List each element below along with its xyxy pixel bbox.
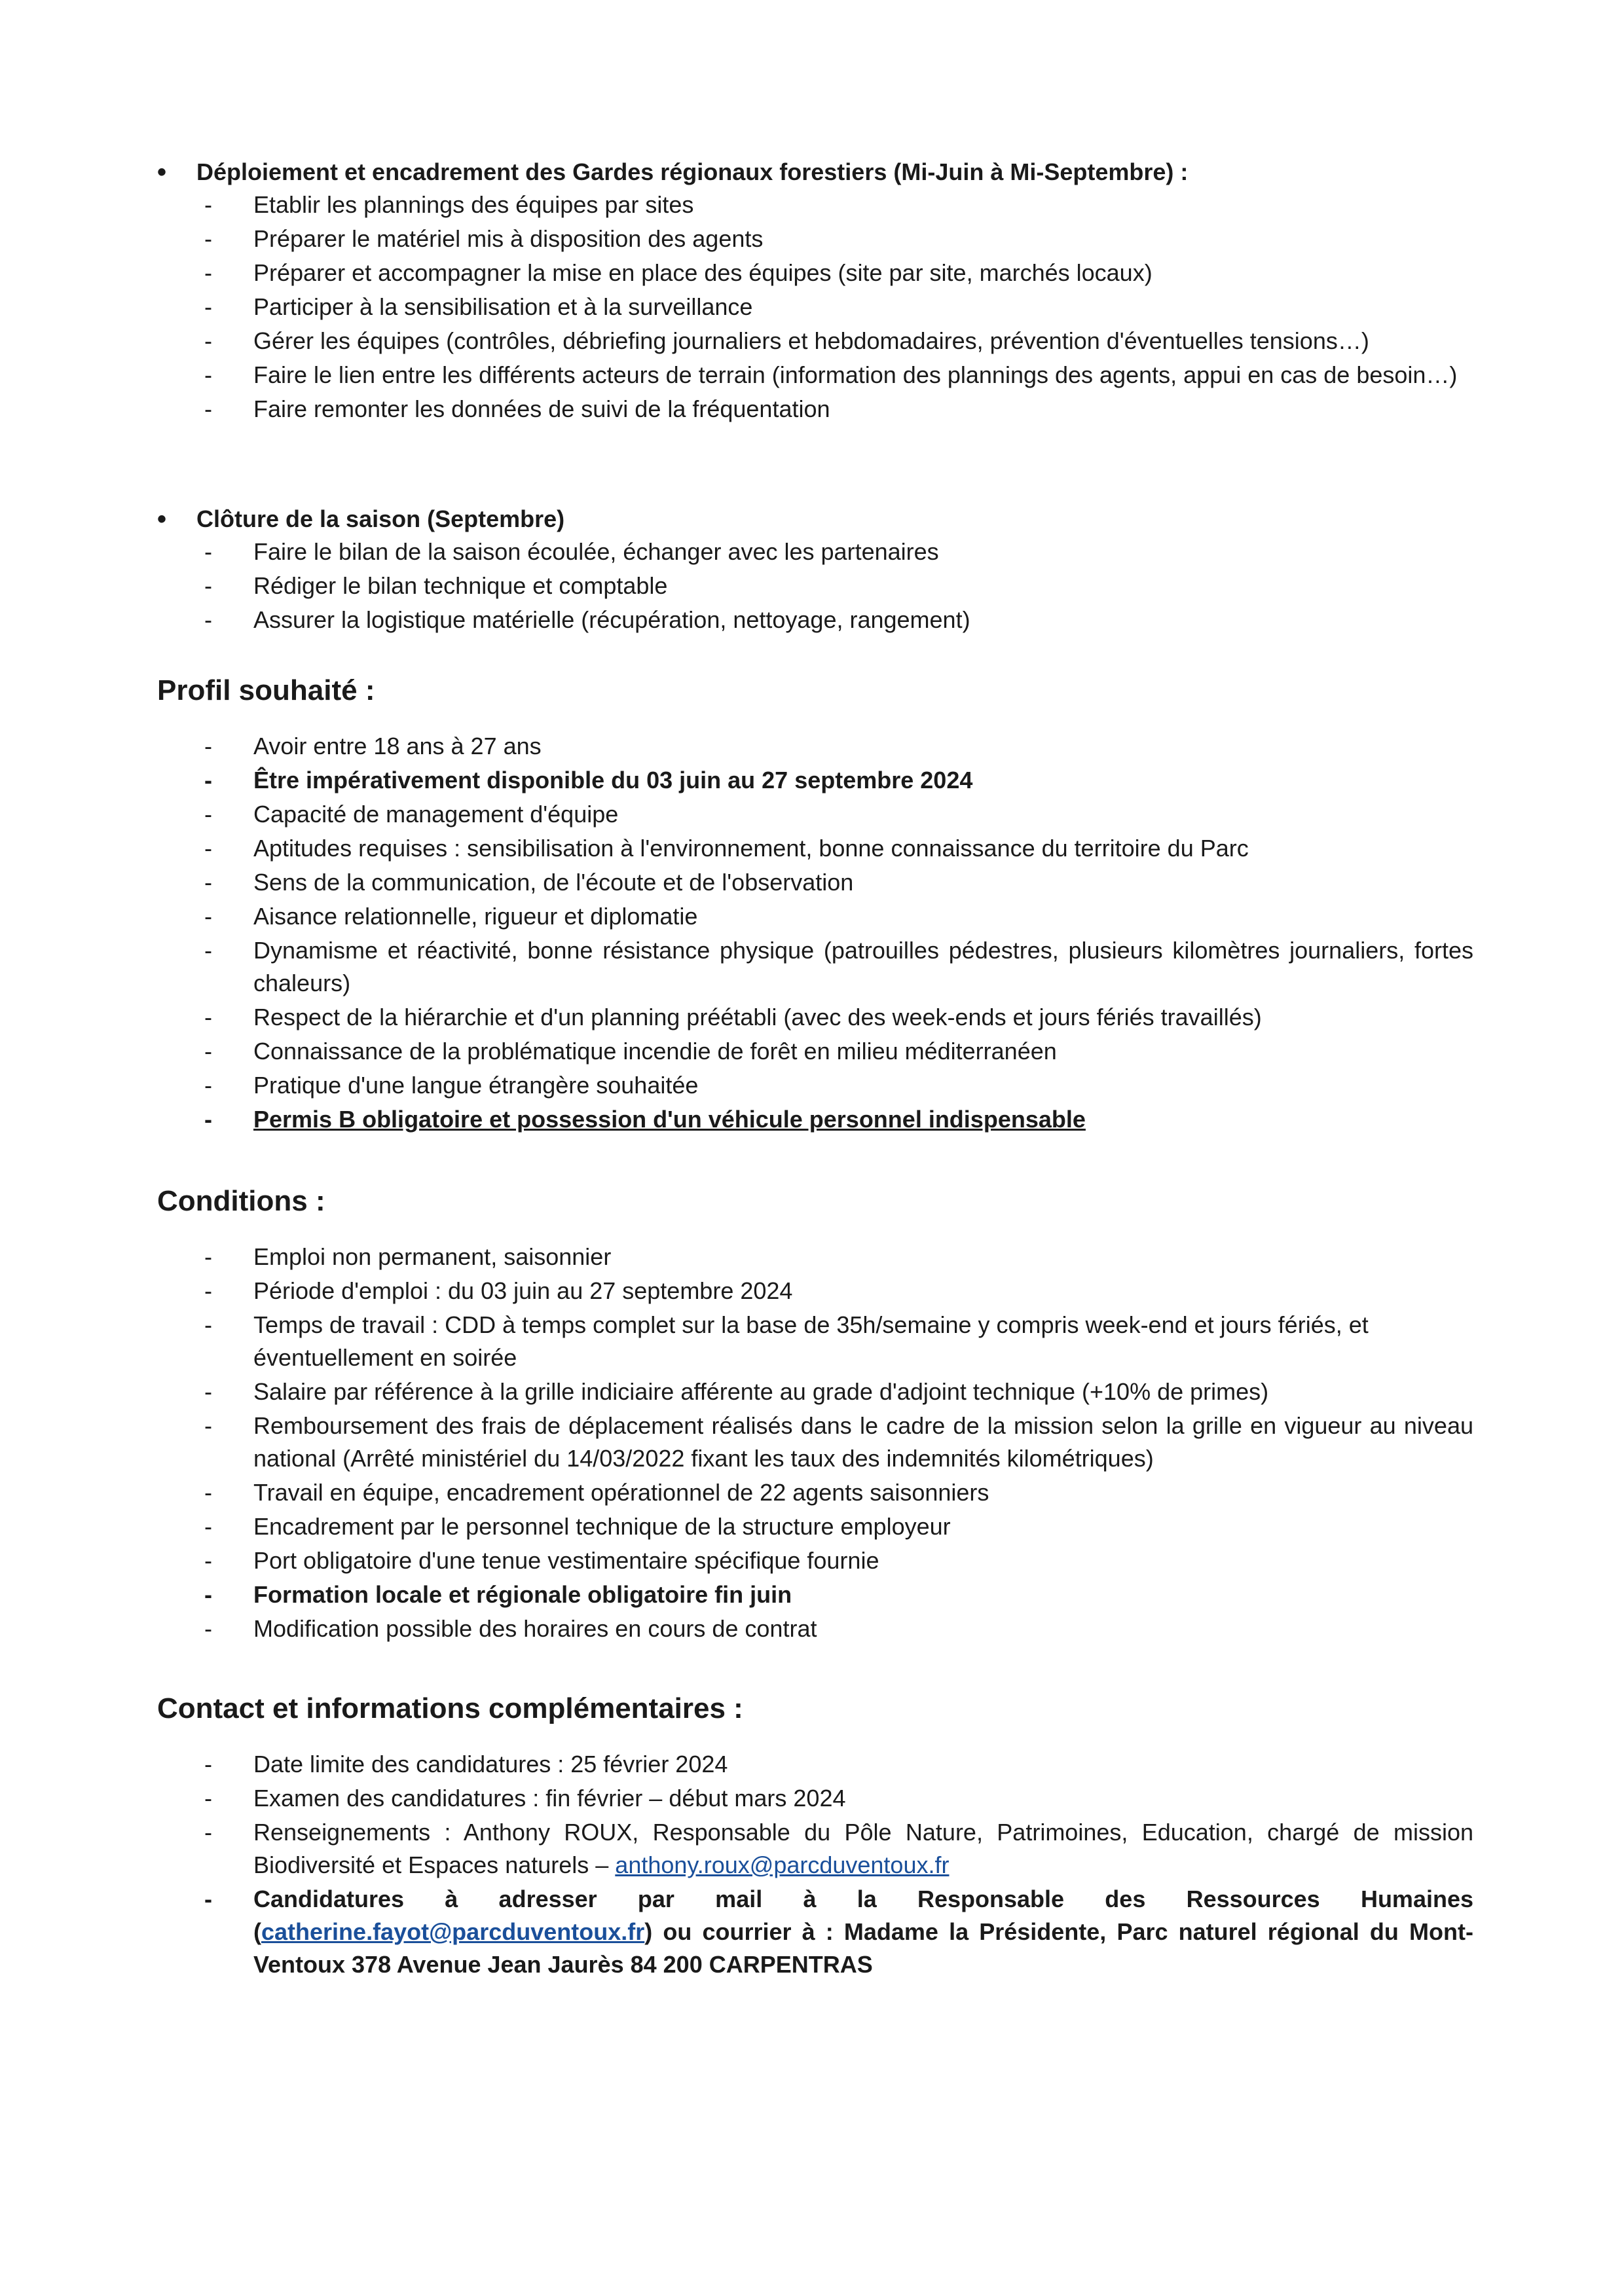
list-item: - Gérer les équipes (contrôles, débriefing journaliers et hebdomadaires, prévention d'éventuelles tensions…) <box>204 325 1473 357</box>
list-item-candidatures <box>204 1883 1473 1981</box>
list-item: - Aisance relationnelle, rigueur et diplomatie <box>204 900 1473 933</box>
list-item: - Faire le lien entre les différents acteurs de terrain (information des plannings des agents, appui en cas de besoin…) <box>204 359 1473 392</box>
list-item: - Période d'emploi : du 03 juin au 27 septembre 2024 <box>204 1275 1473 1307</box>
list-item-renseignements <box>204 1816 1473 1882</box>
list-item: - Pratique d'une langue étrangère souhaitée <box>204 1069 1473 1102</box>
list-item: - Faire remonter les données de suivi de la fréquentation <box>204 393 1473 426</box>
candidatures-text-post: ) ou courrier à : Madame la Présidente, Parc naturel régional du Mont-Ventoux 378 Avenue Jean Jaurès 84 200 CARPENTRAS <box>253 1918 1473 1978</box>
section-contact <box>157 1689 1473 1982</box>
list-item: - Salaire par référence à la grille indiciaire afférente au grade d'adjoint technique (+10% de primes) <box>204 1376 1473 1408</box>
section-conditions <box>157 1182 1473 1647</box>
list-item: - Modification possible des horaires en cours de contrat <box>204 1613 1473 1645</box>
section-cloture <box>157 503 1473 638</box>
contact-list <box>204 1748 1473 1981</box>
list-item: - Rédiger le bilan technique et comptable <box>204 570 1473 602</box>
list-item: - Formation locale et régionale obligatoire fin juin <box>204 1578 1473 1611</box>
section-conditions-heading: Conditions : <box>157 1185 325 1217</box>
renseignements-email-link[interactable]: anthony.roux@parcduventoux.fr <box>615 1851 950 1878</box>
list-item: - Permis B obligatoire et possession d'un véhicule personnel indispensable <box>204 1103 1473 1136</box>
section-contact-heading: Contact et informations complémentaires : <box>157 1692 743 1724</box>
list-item: - Assurer la logistique matérielle (récupération, nettoyage, rangement) <box>204 604 1473 636</box>
candidatures-text-pre: Candidatures à adresser par mail à la Responsable des Ressources Humaines ( <box>253 1886 1473 1945</box>
deploiement-list <box>204 189 1473 426</box>
list-item: - Temps de travail : CDD à temps complet sur la base de 35h/semaine y compris week-end et jours fériés, et éventuellement en soirée <box>204 1309 1473 1374</box>
conditions-list <box>204 1241 1473 1645</box>
list-item: - Date limite des candidatures : 25 février 2024 <box>204 1748 1473 1781</box>
list-item: - Remboursement des frais de déplacement réalisés dans le cadre de la mission selon la grille en vigueur au niveau national (Arrêté ministériel du 14/03/2022 fixant les taux des indemnités kilométriques) <box>204 1410 1473 1475</box>
list-item: - Emploi non permanent, saisonnier <box>204 1241 1473 1273</box>
list-item: - Faire le bilan de la saison écoulée, échanger avec les partenaires <box>204 536 1473 568</box>
renseignements-text: Renseignements : Anthony ROUX, Responsable du Pôle Nature, Patrimoines, Education, chargé de mission Biodiversité et Espaces naturels – <box>253 1819 1473 1878</box>
list-item: - Travail en équipe, encadrement opérationnel de 22 agents saisonniers <box>204 1476 1473 1509</box>
section-cloture-title: • Clôture de la saison (Septembre) <box>157 503 1473 536</box>
list-item: - Dynamisme et réactivité, bonne résistance physique (patrouilles pédestres, plusieurs kilomètres journaliers, fortes chaleurs) <box>204 934 1473 1000</box>
cloture-list <box>204 536 1473 636</box>
list-item: - Encadrement par le personnel technique de la structure employeur <box>204 1510 1473 1543</box>
list-item: - Etablir les plannings des équipes par sites <box>204 189 1473 221</box>
list-item: - Respect de la hiérarchie et d'un planning préétabli (avec des week-ends et jours fériés travaillés) <box>204 1001 1473 1034</box>
profil-list <box>204 730 1473 1136</box>
section-profil-heading: Profil souhaité : <box>157 674 375 706</box>
list-item: - Préparer le matériel mis à disposition des agents <box>204 223 1473 255</box>
list-item: - Port obligatoire d'une tenue vestimentaire spécifique fournie <box>204 1544 1473 1577</box>
list-item: - Aptitudes requises : sensibilisation à l'environnement, bonne connaissance du territoire du Parc <box>204 832 1473 865</box>
section-profil <box>157 671 1473 1137</box>
candidatures-email-link[interactable]: catherine.fayot@parcduventoux.fr <box>261 1918 645 1945</box>
list-item: - Sens de la communication, de l'écoute et de l'observation <box>204 866 1473 899</box>
section-deploiement <box>157 156 1473 427</box>
list-item: - Être impérativement disponible du 03 juin au 27 septembre 2024 <box>204 764 1473 797</box>
list-item: - Connaissance de la problématique incendie de forêt en milieu méditerranéen <box>204 1035 1473 1068</box>
list-item: - Avoir entre 18 ans à 27 ans <box>204 730 1473 763</box>
section-deploiement-title: • Déploiement et encadrement des Gardes régionaux forestiers (Mi-Juin à Mi-Septembre) : <box>157 156 1473 189</box>
list-item: - Préparer et accompagner la mise en place des équipes (site par site, marchés locaux) <box>204 257 1473 289</box>
list-item: - Capacité de management d'équipe <box>204 798 1473 831</box>
list-item: - Participer à la sensibilisation et à la surveillance <box>204 291 1473 323</box>
list-item: - Examen des candidatures : fin février – début mars 2024 <box>204 1782 1473 1815</box>
